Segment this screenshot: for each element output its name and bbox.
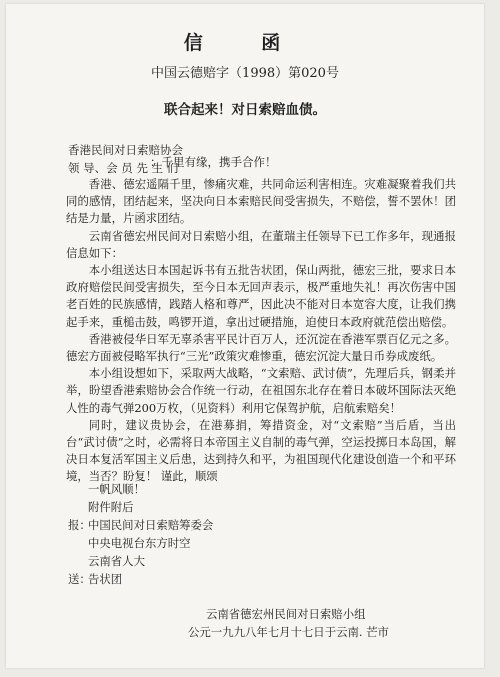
letter-date: 公元一九九八年七月十七日于云南. 芒市	[188, 625, 389, 639]
body-paragraph: 香港、德宏遥隔千里，惨痛灾难，共同命运利害相连。灾难凝聚着我们共同的感情，团结起来，坚决向日本索赔民间受害损失，不赔偿，誓不罢休！团结是力量，片函求团结。	[66, 177, 456, 226]
to-item: 告状团	[88, 572, 123, 586]
body-paragraph: 本小组送达日本国起诉书有五批告状团，保山两批，德宏三批，要求日本政府赔偿民间受害损失，至今日本无回声表示，极严重地失礼！再次伤害中国老百姓的民族感情，践踏人格和尊严，因此决不能对日本宽容大度，让我们携起手来，重槌击鼓，鸣锣开道，拿出过硬措施，迫使日本政府就范偿出赔偿。	[66, 263, 456, 329]
body-paragraph: 云南省德宏州民间对日索赔小组，在董瑞主任领导下已工作多年，现通报信息如下：	[66, 228, 456, 260]
closing-wish: 一帆风顺！	[88, 482, 145, 496]
cc-item: 中国民间对日索赔筹委会	[88, 518, 214, 532]
sender-signature: 云南省德宏州民间对日索赔小组	[206, 607, 366, 621]
greeting-line: ：千里有缘，携手合作！	[150, 155, 277, 169]
to-label: 送：	[68, 572, 91, 586]
body-paragraph: 香港被侵华日军无辜杀害平民计百万人，还沉淀在香港军票百亿元之多。德宏方面被侵略军执行“三光”政策灾难惨重，德宏沉淀大量日币券成废纸。	[66, 331, 456, 364]
cc-item: 云南省人大	[88, 554, 145, 568]
document-number: 中国云德赔字（1998）第020号	[151, 66, 339, 81]
attachment-note: 附件附后	[88, 500, 134, 514]
recipient-name: 香港民间对日索赔协会	[68, 143, 183, 157]
letter-title: 信 函	[183, 32, 307, 54]
cc-item: 中央电视台东方时空	[88, 536, 191, 550]
body-paragraph: 同时，建议贵协会，在港募捐，筹措资金，对“文索赔”当后盾，当出台“武讨债”之时，必需将日本帝国主义自制的毒气弹，空运投掷日本岛国，解决日本复活军国主义后患，达到持久和平，为祖国现代化建设创造一个和平环境，当否？盼复！ 谨此，顺颂	[66, 417, 456, 484]
cc-label: 报：	[68, 518, 91, 532]
letter-body	[66, 176, 456, 486]
salutation: 领 导、会 员 先 生 们	[68, 161, 179, 175]
letter-sheet	[6, 4, 484, 668]
slogan-heading: 联合起来！对日索赔血债。	[164, 102, 326, 118]
body-paragraph: 本小组设想如下，采取两大战略，“文索赔、武讨债”，先理后兵，钢柔并举，盼望香港索赔协会合作统一行动，在祖国东北存在着日本破坏国际法灭绝人性的毒气弹200万枚，（见资料）利用它保驾护航，启航索赔矣！	[66, 366, 456, 415]
